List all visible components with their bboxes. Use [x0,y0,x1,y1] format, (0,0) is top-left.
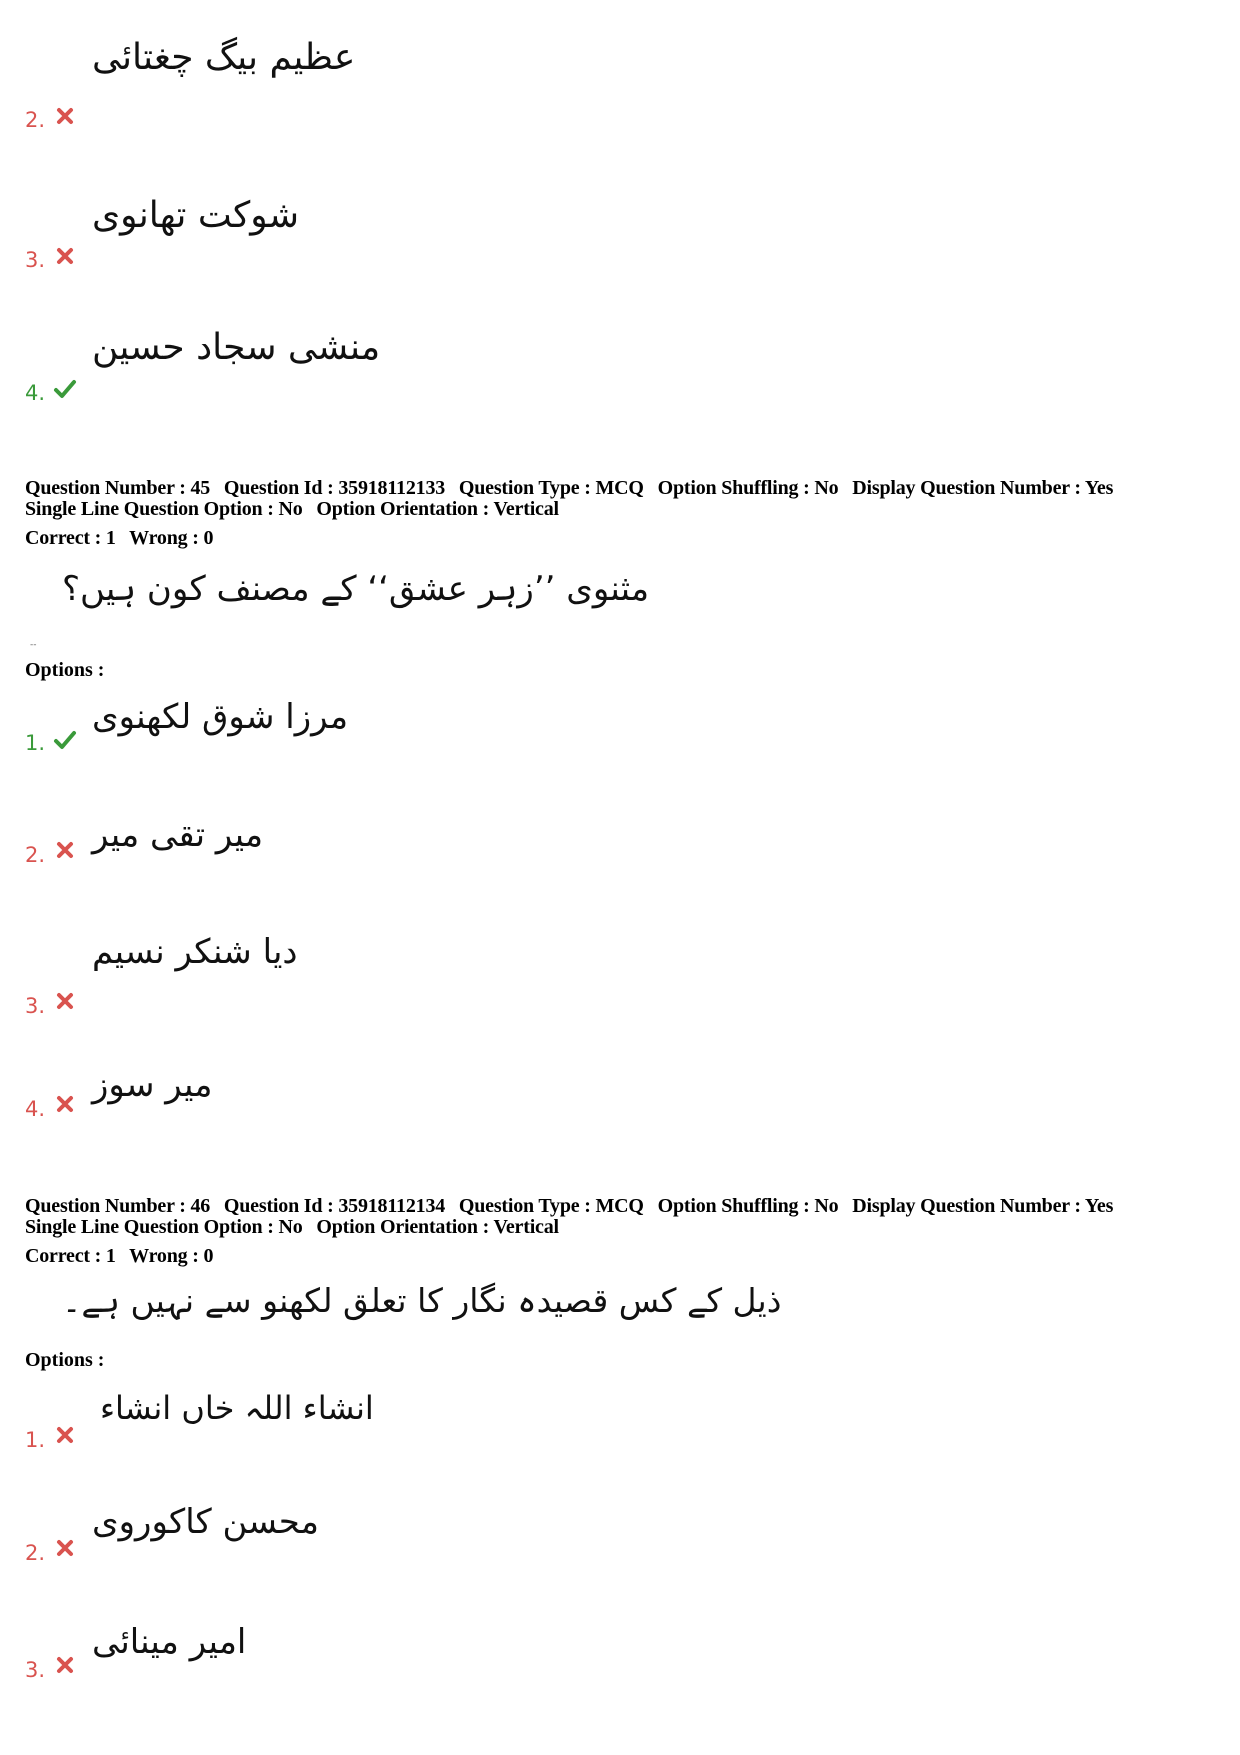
question-type: Question Type : MCQ [458,477,644,499]
question-id: Question Id : 35918112134 [223,1195,446,1217]
option-4-text: منشی سجاد حسین [92,327,381,368]
option-shuffling: Option Shuffling : No [657,477,839,499]
option-4-number: 4. [25,1097,46,1121]
option-4-text: میر سوز [92,1065,213,1105]
correct-marks: Correct : 1 [25,527,116,549]
wrong-marks: Wrong : 0 [129,1245,214,1267]
option-1-number: 1. [25,1428,46,1452]
score-line [25,1246,213,1266]
display-question-number: Display Question Number : Yes [852,477,1114,499]
option-3-text: دیا شنکر نسیم [92,932,298,972]
option-2-number: 2. [25,843,46,867]
option-1-number: 1. [25,731,46,755]
option-1-text: انشاء اللہ خاں انشاء [100,1389,374,1427]
cross-icon [55,246,75,266]
display-question-number: Display Question Number : Yes [852,1195,1114,1217]
option-3-number: 3. [25,1658,46,1682]
option-3-text: شوکت تھانوی [92,195,300,236]
question-number: Question Number : 46 [25,1195,211,1217]
question-meta-line-1 [25,1196,1113,1216]
option-3-number: 3. [25,248,46,272]
score-line [25,528,213,548]
question-meta-line-1 [25,478,1113,498]
checkmark-icon [53,729,77,751]
option-orientation: Option Orientation : Vertical [316,498,559,520]
option-2-text: عظیم بیگ چغتائی [92,37,356,78]
question-id: Question Id : 35918112133 [223,477,446,499]
question-number: Question Number : 45 [25,477,211,499]
options-label: Options : [25,659,105,681]
option-2-number: 2. [25,1541,46,1565]
question-type: Question Type : MCQ [458,1195,644,1217]
option-3-text: امیر مینائی [92,1622,247,1662]
option-1-text: مرزا شوق لکھنوی [92,697,349,737]
single-line-question-option: Single Line Question Option : No [25,498,303,520]
correct-marks: Correct : 1 [25,1245,116,1267]
option-3-number: 3. [25,994,46,1018]
options-label: Options : [25,1349,105,1371]
question-text: ذیل کے کس قصیدہ نگار کا تعلق لکھنو سے نہیں ہے۔ [62,1281,782,1320]
option-2-text: میر تقی میر [92,815,264,855]
question-text: مثنوی ’’زہر عشق‘‘ کے مصنف کون ہیں؟ [62,569,650,609]
cross-icon [55,1425,75,1445]
option-4-number: 4. [25,381,46,405]
separator-dots: -- [30,640,37,650]
option-orientation: Option Orientation : Vertical [316,1216,559,1238]
cross-icon [55,1655,75,1675]
option-2-number: 2. [25,108,46,132]
question-meta-line-2 [25,1217,559,1237]
option-shuffling: Option Shuffling : No [657,1195,839,1217]
cross-icon [55,840,75,860]
cross-icon [55,106,75,126]
cross-icon [55,1538,75,1558]
single-line-question-option: Single Line Question Option : No [25,1216,303,1238]
wrong-marks: Wrong : 0 [129,527,214,549]
checkmark-icon [53,378,77,400]
cross-icon [55,991,75,1011]
option-2-text: محسن کاکوروی [92,1502,319,1542]
question-meta-line-2 [25,499,559,519]
cross-icon [55,1094,75,1114]
